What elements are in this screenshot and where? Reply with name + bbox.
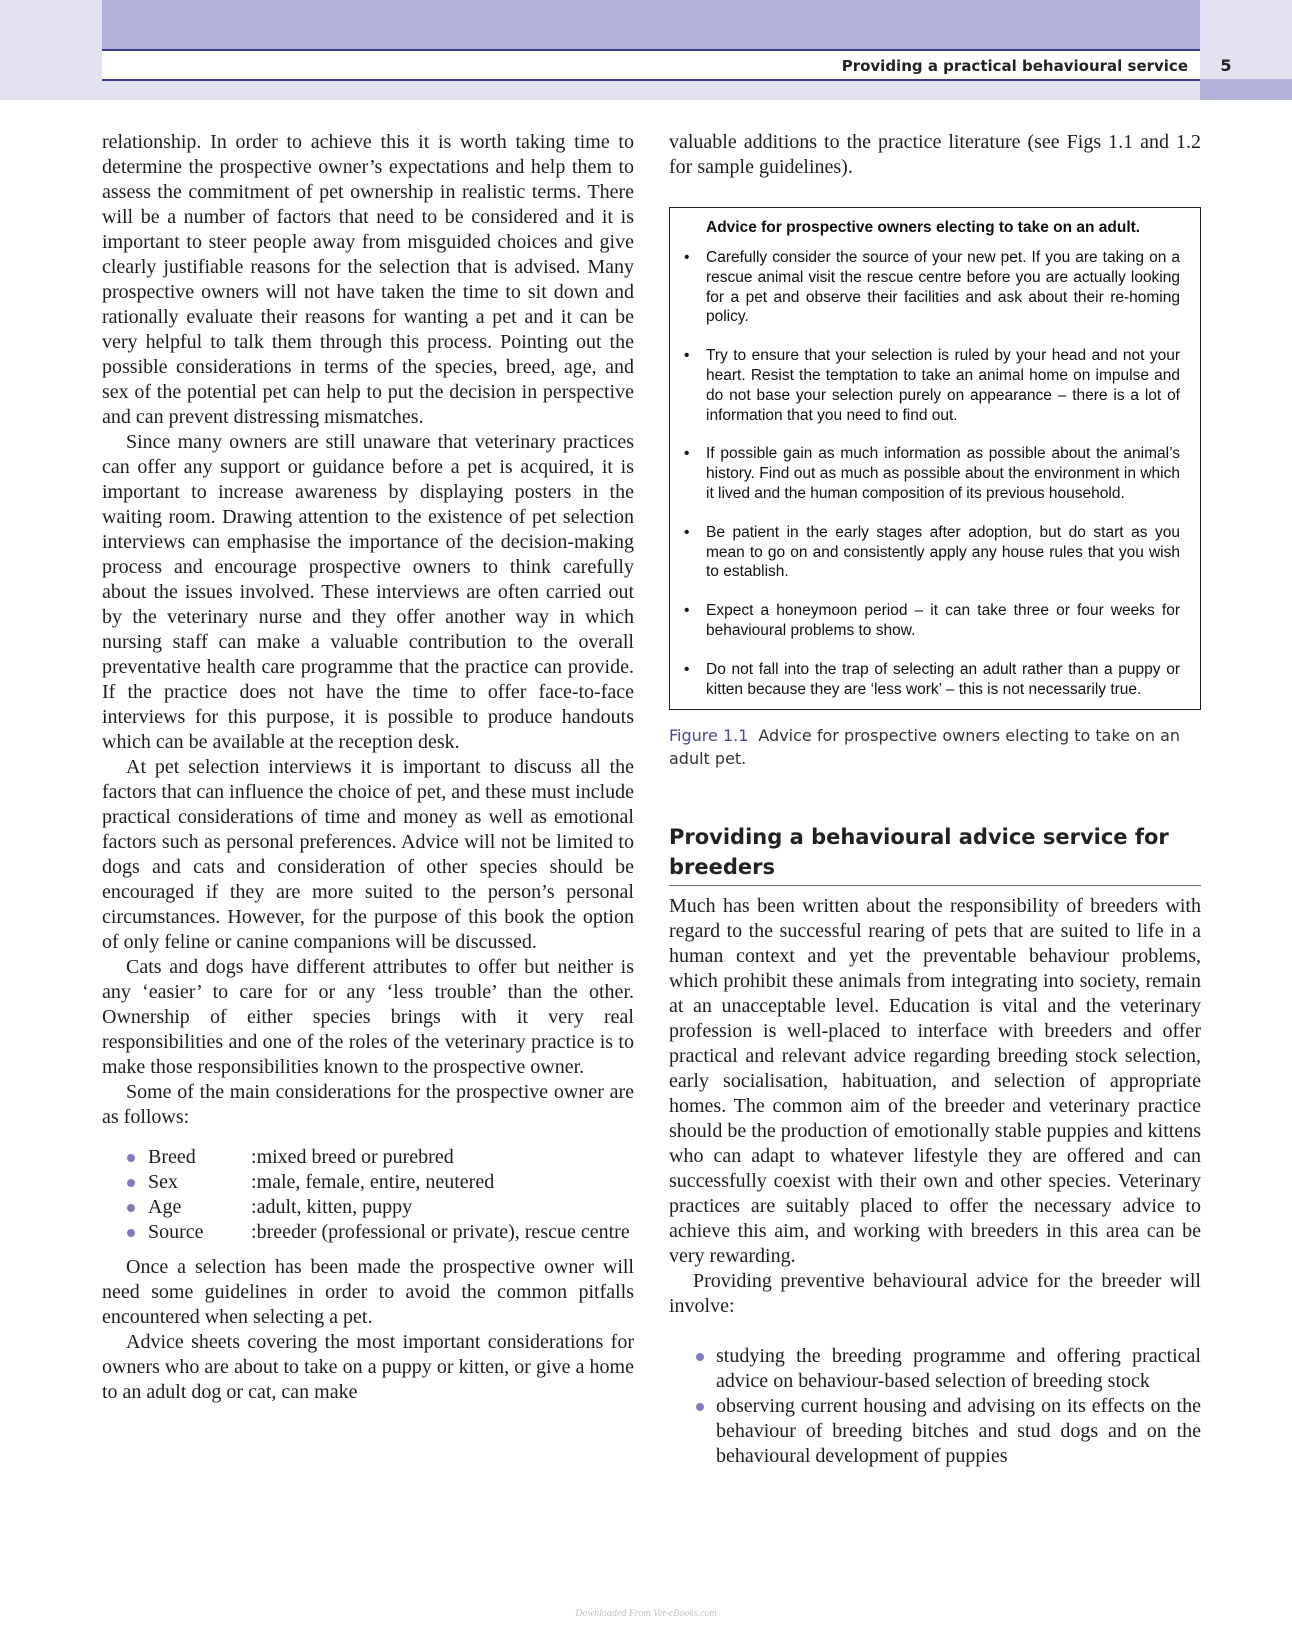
- left-column: [102, 130, 634, 1405]
- body-paragraph: Providing preventive behavioural advice for the breeder will involve:: [669, 1270, 1201, 1318]
- header-band: [102, 0, 1200, 50]
- figure-label: Figure 1.1: [669, 726, 749, 746]
- figure-caption: [669, 724, 1201, 770]
- list-item: [102, 1195, 634, 1220]
- right-column: [669, 130, 1201, 1469]
- figure-caption-text: Advice for prospective owners electing to take on an adult pet.: [669, 726, 1181, 769]
- body-paragraph: At pet selection interviews it is important to discuss all the factors that can influence the choice of pet, and these must include practical considerations of time and money as well as emotional factors such as personal preferences. Advice will not be limited to dogs and cats and consideration of other species should be encouraged if they are more suited to the person’s personal circumstances. However, for the purpose of this book the option of only feline or canine companions will be discussed.: [102, 756, 635, 953]
- breeder-advice-list: [669, 1344, 1201, 1469]
- consideration-label: Source: [148, 1221, 204, 1243]
- consideration-label: Sex: [148, 1171, 178, 1193]
- consideration-label: Age: [148, 1196, 182, 1218]
- body-paragraph: Once a selection has been made the prospective owner will need some guidelines in order to avoid the common pitfalls encountered when selecting a pet.: [102, 1256, 634, 1328]
- page-number-tab: [1200, 79, 1292, 100]
- list-item: observing current housing and advising on its effects on the behaviour of breeding bitches and stud dogs and on the behavioural development of puppies: [669, 1394, 1201, 1469]
- page-number: 5: [1220, 56, 1232, 75]
- list-item: studying the breeding programme and offering practical advice on behaviour-based selection of breeding stock: [669, 1344, 1201, 1394]
- advice-item: • Carefully consider the source of your new pet. If you are taking on a rescue animal visit the rescue centre before you are actually looking for a pet and observe their facilities and ask about their re-homing policy.: [684, 248, 1180, 327]
- advice-item: • Expect a honeymoon period – it can take three or four weeks for behavioural problems to show.: [684, 601, 1180, 641]
- body-paragraph: Much has been written about the responsibility of breeders with regard to the successful rearing of pets that are suited to life in a human context and yet the preventable behaviour problems, which prohibit these animals from integrating into society, remain at an unacceptable level. Education is vital and the veterinary profession is well-placed to interface with breeders and offer practical and relevant advice regarding breeding stock selection, early socialisation, habituation, and selection of appropriate homes. The common aim of the breeder and veterinary practice should be the production of emotionally stable puppies and kittens who can adapt to whatever lifestyle they are offered and can successfully coexist with their own and other species. Veterinary practices are suitably placed to offer the necessary advice to achieve this aim, and working with breeders in this area can be very rewarding.: [669, 895, 1201, 1268]
- consideration-value: :mixed breed or purebred: [251, 1146, 454, 1168]
- consideration-value: :adult, kitten, puppy: [251, 1196, 413, 1218]
- running-head: Providing a practical behavioural service: [841, 57, 1188, 75]
- advice-item: • Be patient in the early stages after adoption, but do start as you mean to go on and consistently apply any house rules that you wish to establish.: [684, 523, 1180, 582]
- advice-item: • Do not fall into the trap of selecting an adult rather than a puppy or kitten because they are ‘less work’ – this is not necessarily true.: [684, 660, 1180, 700]
- advice-item: • If possible gain as much information as possible about the animal’s history. Find out as much as possible about the environment in which it lived and the human composition of its previous household.: [684, 444, 1180, 503]
- consideration-value: :male, female, entire, neutered: [251, 1171, 495, 1193]
- list-item: [102, 1170, 634, 1195]
- advice-list: [684, 248, 1180, 699]
- advice-box: [669, 207, 1201, 710]
- consideration-value: :breeder (professional or private), rescue centre: [251, 1221, 630, 1243]
- header-rule-bottom: [102, 79, 1200, 81]
- advice-item: • Try to ensure that your selection is ruled by your head and not your heart. Resist the temptation to take an animal home on impulse and do not base your selection purely on appearance – there is a lot of information that you need to find out.: [684, 346, 1180, 425]
- body-paragraph: Cats and dogs have different attributes to offer but neither is any ‘easier’ to care for or any ‘less trouble’ than the other. Ownership of either species brings with it very real responsibilities and one of the roles of the veterinary practice is to make those responsibilities known to the prospective owner.: [102, 956, 634, 1078]
- list-item: [102, 1220, 634, 1245]
- body-paragraph: relationship. In order to achieve this it is worth taking time to determine the prospective owner’s expectations and help them to assess the commitment of pet ownership in realistic terms. There will be a number of factors that need to be considered and it is important to steer people away from misguided choices and give clearly justifiable reasons for the selection that is advised. Many prospective owners will not have taken the time to sit down and rationally evaluate their reasons for wanting a pet and it can be very helpful to talk them through this process. Pointing out the possible considerations in terms of the species, breed, age, and sex of the potential pet can help to put the decision in perspective and can prevent distressing mismatches.: [102, 131, 634, 428]
- consideration-label: Breed: [148, 1146, 196, 1168]
- advice-box-heading: Advice for prospective owners electing to take on an adult.: [706, 219, 1141, 236]
- watermark: Downloaded From Vet-eBooks.com: [575, 1608, 717, 1619]
- section-heading: Providing a behavioural advice service for breeders: [669, 822, 1201, 886]
- body-paragraph: Advice sheets covering the most important considerations for owners who are about to take on a puppy or kitten, or give a home to an adult dog or cat, can make: [102, 1331, 634, 1403]
- body-paragraph: valuable additions to the practice literature (see Figs 1.1 and 1.2 for sample guidelines).: [669, 131, 1201, 178]
- considerations-list: [102, 1145, 634, 1245]
- body-paragraph: Some of the main considerations for the prospective owner are as follows:: [102, 1081, 634, 1128]
- list-item: [102, 1145, 634, 1170]
- body-paragraph: Since many owners are still unaware that veterinary practices can offer any support or guidance before a pet is acquired, it is important to increase awareness by displaying posters in the waiting room. Drawing attention to the existence of pet selection interviews can emphasise the importance of the decision-making process and encourage prospective owners to think carefully about the issues involved. These interviews are often carried out by the veterinary nurse and they offer another way in which nursing staff can make a valuable contribution to the overall preventative health care programme that the practice can provide. If the practice does not have the time to offer face-to-face interviews for this purpose, it is possible to produce handouts which can be available at the reception desk.: [102, 431, 634, 753]
